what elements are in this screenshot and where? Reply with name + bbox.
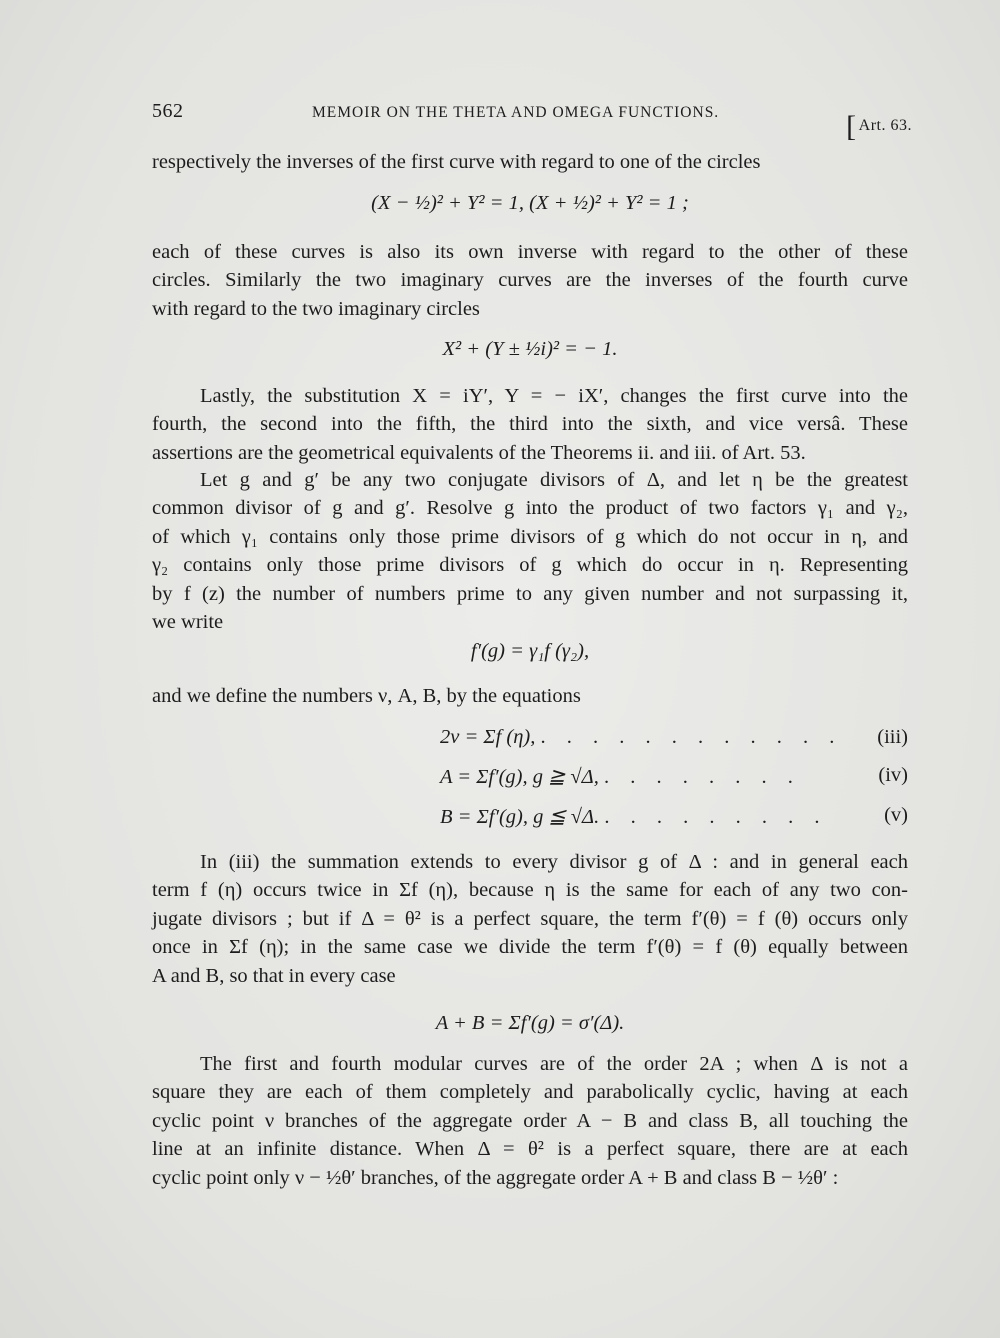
paragraph-inverse [152,238,908,323]
article-label: Art. 63. [858,117,912,134]
page-number: 562 [152,100,184,122]
equation-iv [440,764,908,789]
text-line: once in Σf (η); in the same case we divide the term f′(θ) = f (θ) equally between [152,936,908,959]
equation-imaginary-circles: X² + (Y ± ½i)² = − 1. [442,338,618,360]
text-line: cyclic point only ν − ½θ′ branches, of the aggregate order A + B and class B − ½θ′ : [152,1166,839,1189]
equation-tag: (iii) [877,726,908,748]
leader-dots: . . . . . . . . [603,766,801,788]
text-line: of which γ₁ contains only those prime divisors of g which do not occur in η, and [152,525,908,548]
equation-sum: A + B = Σf′(g) = σ′(Δ). [435,1012,625,1034]
leader-dots: . . . . . . . . . [604,806,828,828]
equation-tag: (iv) [878,764,908,786]
running-title: MEMOIR ON THE THETA AND OMEGA FUNCTIONS. [312,104,720,121]
text-line: fourth, the second into the fifth, the third into the sixth, and vice versâ. These [152,413,908,436]
equation-lhs: A = Σf′(g), g ≧ √Δ, [440,766,599,788]
text-line: A and B, so that in every case [152,964,396,987]
leader-dots: . . . . . . . . . . . . [540,726,843,748]
text-line: γ₂ contains only those prime divisors of g which do occur in η. Representing [152,554,908,577]
text-line: line at an infinite distance. When Δ = θ² is a perfect square, there are at each [152,1138,908,1161]
text-line: term f (η) occurs twice in Σf (η), because η is the same for each of any two con- [152,879,908,902]
equation-lhs: B = Σf′(g), g ≦ √Δ. [440,806,600,828]
text-line: jugate divisors ; but if Δ = θ² is a perfect square, the term f′(θ) = f (θ) occurs only [152,907,908,930]
text-line: square they are each of them completely and parabolically cyclic, having at each [152,1081,908,1104]
text-line: each of these curves is also its own inverse with regard to the other of these [152,241,908,263]
paragraph-modular-curves [152,1050,908,1192]
text-line: with regard to the two imaginary circles [152,297,480,320]
equation-lhs: 2ν = Σf (η), [440,726,536,748]
paragraph-define [152,682,908,710]
text-line: Let g and g′ be any two conjugate divisors of Δ, and let η be the greatest [200,469,908,491]
equation-tag: (v) [884,804,908,826]
article-reference [846,104,912,143]
text-line: we write [152,610,224,633]
text-line: by f (z) the number of numbers prime to any given number and not surpassing it, [152,582,908,605]
text-line: respectively the inverses of the first curve with regard to one of the circles [152,151,761,173]
equation-circles: (X − ½)² + Y² = 1, (X + ½)² + Y² = 1 ; [371,192,689,214]
equation-f-prime: f′(g) = γ₁f (γ₂), [470,640,590,662]
paragraph-summation [152,848,908,990]
text-line: and we define the numbers ν, A, B, by the equations [152,685,581,707]
equation-v [440,804,908,829]
text-line: common divisor of g and g′. Resolve g into the product of two factors γ₁ and γ₂, [152,497,908,520]
paragraph-divisors [152,466,908,636]
paragraph-intro [152,148,908,176]
paragraph-substitution [152,382,908,467]
text-line: Lastly, the substitution X = iY′, Y = − iX′, changes the first curve into the [200,385,908,407]
text-line: The first and fourth modular curves are of the order 2A ; when Δ is not a [200,1053,908,1075]
text-line: In (iii) the summation extends to every divisor g of Δ : and in general each [200,851,908,873]
text-line: assertions are the geometrical equivalents of the Theorems ii. and iii. of Art. 53. [152,441,806,464]
text-line: circles. Similarly the two imaginary curves are the inverses of the fourth curve [152,269,908,292]
bracket-glyph: [ [846,110,857,143]
page-header [152,96,912,143]
equation-iii [440,726,908,749]
text-line: cyclic point ν branches of the aggregate order A − B and class B, all touching the [152,1109,908,1132]
